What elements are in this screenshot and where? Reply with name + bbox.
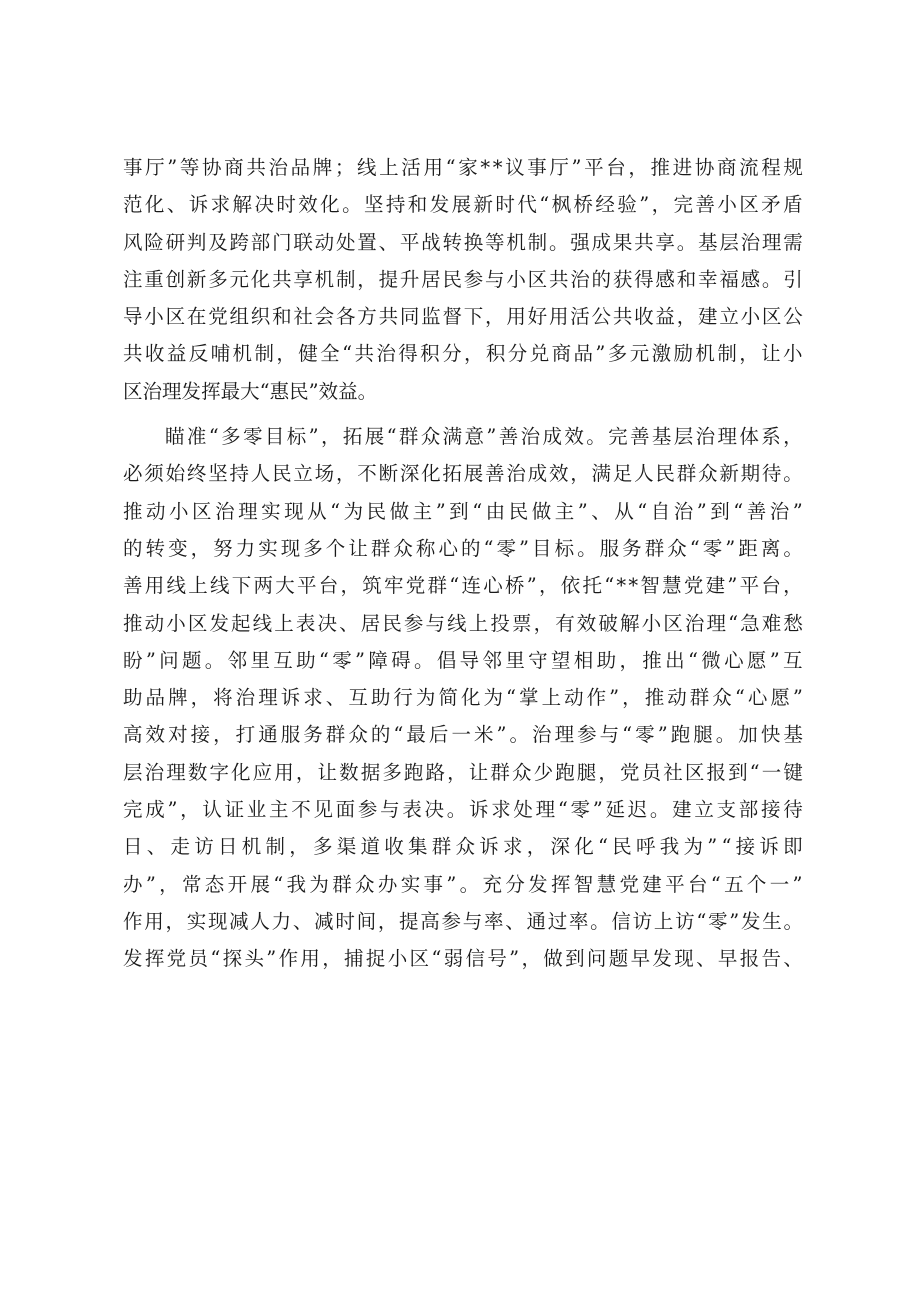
text-line: 发 挥 党 员 “ 探 头 ” 作 用 ， 捕 捉 小 区 “ 弱 信 号 ” ， 做 到 问 题 早 发 现 、 早 报 告 、 — [123, 947, 803, 971]
text-line: 的 转 变 ， 努 力 实 现 多 个 让 群 众 称 心 的 “ 零 ” 目 标 。 服 务 群 众 “ 零 ” 距 离 。 — [123, 536, 803, 560]
text-line: 瞄 准 “ 多 零 目 标 ” ， 拓 展 “ 群 众 满 意 ” 善 治 成 效 。 完 善 基 层 治 理 体 系 ， — [165, 425, 803, 449]
text-line: 办 ” ， 常 态 开 展 “ 我 为 群 众 办 实 事 ” 。 充 分 发 挥 智 慧 党 建 平 台 “ 五 个 一 ” — [123, 872, 803, 896]
text-line: 层 治 理 数 字 化 应 用 ， 让 数 据 多 跑 路 ， 让 群 众 少 跑 腿 ， 党 员 社 区 报 到 “ 一 键 — [123, 760, 803, 784]
text-line: 导 小 区 在 党 组 织 和 社 会 各 方 共 同 监 督 下 ， 用 好 用 活 公 共 收 益 ， 建 立 小 区 公 — [123, 305, 803, 329]
text-line: 事 厅 ” 等 协 商 共 治 品 牌 ； 线 上 活 用 “ 家 * * 议 事 厅 ” 平 台 ， 推 进 协 商 流 程 规 — [123, 156, 803, 179]
text-line: 助 品 牌 ， 将 治 理 诉 求 、 互 助 行 为 简 化 为 “ 掌 上 动 作 ” ， 推 动 群 众 “ 心 愿 ” — [123, 686, 803, 710]
paragraph-2 — [123, 418, 803, 977]
paragraph-spacer — [123, 410, 803, 418]
text-line: 区 治 理 发 挥 最 大 “ 惠 民 ” 效 益 。 — [123, 379, 378, 403]
text-line: 善 用 线 上 线 下 两 大 平 台 ， 筑 牢 党 群 “ 连 心 桥 ” ， 依 托 “ * * 智 慧 党 建 ” 平 台 ， — [123, 574, 803, 598]
text-line: 高 效 对 接 ， 打 通 服 务 群 众 的 “ 最 后 一 米 ” 。 治 理 参 与 “ 零 ” 跑 腿 。 加 快 基 — [123, 723, 803, 747]
text-line: 必 须 始 终 坚 持 人 民 立 场 ， 不 断 深 化 拓 展 善 治 成 效 ， 满 足 人 民 群 众 新 期 待 。 — [123, 462, 803, 486]
text-line: 作 用 ， 实 现 减 人 力 、 减 时 间 ， 提 高 参 与 率 、 通 过 率 。 信 访 上 访 “ 零 ” 发 生 。 — [123, 909, 803, 933]
text-line: 完 成 ” ， 认 证 业 主 不 见 面 参 与 表 决 。 诉 求 处 理 “ 零 ” 延 迟 。 建 立 支 部 接 待 — [123, 798, 803, 822]
text-line: 日 、 走 访 日 机 制 ， 多 渠 道 收 集 群 众 诉 求 ， 深 化 “ 民 呼 我 为 ” “ 接 诉 即 — [123, 835, 803, 859]
text-line: 风 险 研 判 及 跨 部 门 联 动 处 置 、 平 战 转 换 等 机 制 。 强 成 果 共 享 。 基 层 治 理 需 — [123, 230, 803, 254]
text-line: 盼 ” 问 题 。 邻 里 互 助 “ 零 ” 障 碍 。 倡 导 邻 里 守 望 相 助 ， 推 出 “ 微 心 愿 ” 互 — [123, 648, 803, 672]
paragraph-1 — [123, 149, 803, 410]
text-line: 推 动 小 区 发 起 线 上 表 决 、 居 民 参 与 线 上 投 票 ， 有 效 破 解 小 区 治 理 “ 急 难 愁 — [123, 611, 803, 635]
text-line: 推 动 小 区 治 理 实 现 从 “ 为 民 做 主 ” 到 “ 由 民 做 主 ” 、 从 “ 自 治 ” 到 “ 善 治 ” — [123, 499, 803, 523]
text-line: 范 化 、 诉 求 解 决 时 效 化 。 坚 持 和 发 展 新 时 代 “ 枫 桥 经 验 ” ， 完 善 小 区 矛 盾 — [123, 193, 803, 217]
body-text — [123, 149, 803, 978]
text-line: 注 重 创 新 多 元 化 共 享 机 制 ， 提 升 居 民 参 与 小 区 共 治 的 获 得 感 和 幸 福 感 。 引 — [123, 267, 803, 291]
text-line: 共 收 益 反 哺 机 制 ， 健 全 “ 共 治 得 积 分 ， 积 分 兑 商 品 ” 多 元 激 励 机 制 ， 让 小 — [123, 342, 803, 366]
